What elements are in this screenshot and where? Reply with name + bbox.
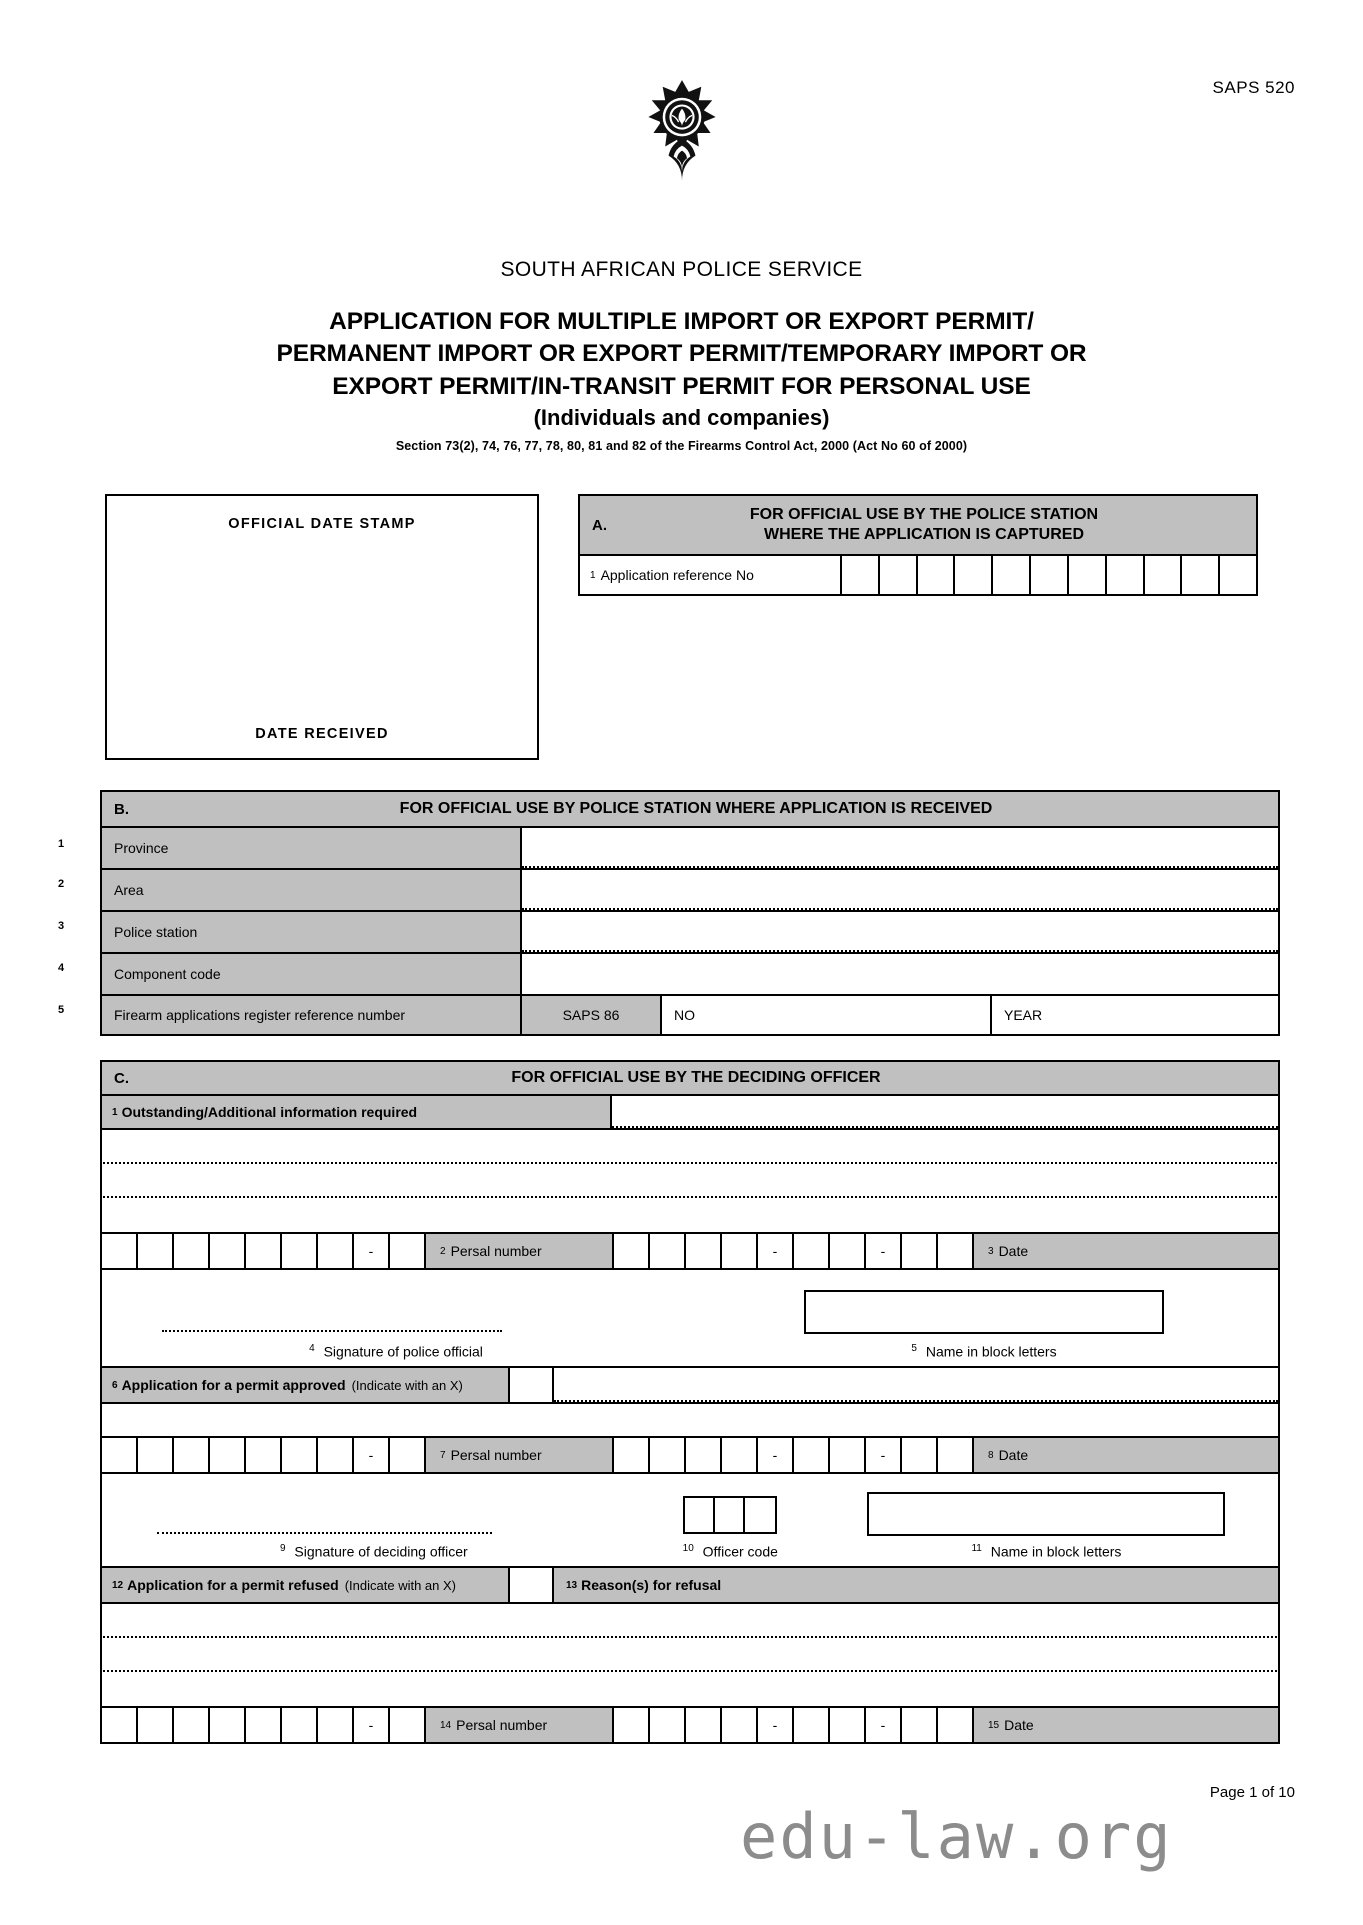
title-line-3: EXPORT PERMIT/IN-TRANSIT PERMIT FOR PERSONAL USE [332,372,1031,400]
application-reference-cell[interactable] [1145,556,1183,594]
permit-approved-hint: (Indicate with an X) [351,1377,463,1393]
field-index: 12 [112,1579,124,1591]
persal-digit[interactable] [246,1234,282,1268]
date-label-3 [974,1708,1278,1742]
date-text: Date [1004,1717,1034,1733]
date-label-2 [974,1438,1278,1472]
field-index: 1 [112,1106,118,1118]
area-input[interactable] [522,870,1278,910]
permit-refused-hint: (Indicate with an X) [344,1577,456,1593]
application-reference-cell[interactable] [842,556,880,594]
table-row [100,954,1280,996]
date-dash-separator: - [758,1708,794,1742]
persal-digit[interactable] [210,1234,246,1268]
section-c [100,1060,1280,1744]
table-row [100,912,1280,954]
persal-date-row-1 [100,1234,1280,1270]
officer-code-input[interactable] [683,1496,777,1534]
outstanding-info-input[interactable] [612,1096,1278,1128]
saps-crest-logo [0,78,1363,193]
persal-digit[interactable] [246,1438,282,1472]
row-index: 4 [58,962,65,974]
name-block-letters-caption-2 [815,1543,1278,1560]
persal-number-label-2 [426,1438,614,1472]
date-digit[interactable] [614,1708,650,1742]
outstanding-info-label [102,1096,612,1128]
section-c-letter: C. [114,1069,129,1087]
section-a-title-line-1: FOR OFFICIAL USE BY THE POLICE STATION [749,505,1099,523]
persal-digit[interactable] [102,1438,138,1472]
application-reference-row [578,556,1258,596]
refusal-reason-line[interactable] [100,1604,1280,1638]
section-a-header [578,494,1258,556]
register-reference-row [100,996,1280,1036]
official-date-stamp-label: OFFICIAL DATE STAMP [228,516,416,532]
row-index: 1 [58,838,65,850]
section-a [578,494,1258,596]
signature-line [157,1532,492,1534]
date-dash-separator: - [866,1234,902,1268]
title-line-1: APPLICATION FOR MULTIPLE IMPORT OR EXPORT PERMIT/ [329,308,1034,335]
date-dash-separator: - [758,1438,794,1472]
signature-deciding-officer-caption [102,1543,646,1560]
police-station-input[interactable] [522,912,1278,952]
refusal-reason-line[interactable] [100,1638,1280,1672]
date-digit[interactable] [686,1234,722,1268]
officer-code-area[interactable] [646,1474,815,1566]
outstanding-info-text: Outstanding/Additional information required [121,1104,418,1120]
date-digit[interactable] [902,1708,938,1742]
application-reference-cell[interactable] [1031,556,1069,594]
persal-digit[interactable] [102,1708,138,1742]
field-index: 3 [988,1245,994,1257]
date-digit[interactable] [902,1234,938,1268]
outstanding-info-line[interactable] [100,1164,1280,1198]
persal-dash-separator: - [354,1234,390,1268]
persal-digit[interactable] [246,1708,282,1742]
section-c-header [100,1060,1280,1096]
permit-approved-row [100,1368,1280,1404]
name-block-letters-input-1[interactable] [804,1290,1164,1334]
official-date-stamp-box[interactable] [105,494,539,760]
field-index: 14 [440,1719,452,1731]
date-digit[interactable] [686,1438,722,1472]
date-digit[interactable] [830,1234,866,1268]
date-digit[interactable] [830,1708,866,1742]
application-reference-cell[interactable] [1107,556,1145,594]
date-label-1 [974,1234,1278,1268]
officer-code-digit[interactable] [715,1498,745,1532]
date-text: Date [998,1447,1029,1463]
persal-digit[interactable] [318,1234,354,1268]
name-block-letters-area-1[interactable] [690,1270,1278,1366]
persal-digit[interactable] [390,1234,426,1268]
province-label: Province [102,828,522,868]
permit-refused-row [100,1568,1280,1604]
watermark: edu-law.org [740,1800,1173,1873]
table-row [100,828,1280,870]
date-text: Date [998,1243,1029,1259]
section-b [58,790,1280,1036]
field-index: 1 [590,569,596,581]
crest-icon [640,78,724,188]
date-dash-separator: - [758,1234,794,1268]
persal-digit[interactable] [174,1438,210,1472]
date-dash-separator: - [866,1708,902,1742]
title-parenthetical: (Individuals and companies) [533,404,830,430]
persal-dash-separator: - [354,1708,390,1742]
persal-digit[interactable] [138,1438,174,1472]
date-digit[interactable] [650,1234,686,1268]
date-digit[interactable] [650,1708,686,1742]
permit-approved-label [102,1368,510,1402]
date-digit[interactable] [938,1438,974,1472]
persal-number-label-1 [426,1234,614,1268]
section-c-title: FOR OFFICIAL USE BY THE DECIDING OFFICER [511,1068,881,1086]
field-index: 11 [971,1543,982,1555]
field-index: 2 [440,1245,446,1257]
name-block-letters-text: Name in block letters [990,1544,1122,1560]
permit-refused-label [102,1568,510,1602]
field-index: 9 [279,1543,286,1555]
form-title-block [0,306,1363,453]
outstanding-info-line[interactable] [100,1198,1280,1234]
signature-police-official-area[interactable] [102,1270,690,1366]
form-code: SAPS 520 [1212,78,1295,97]
date-digit[interactable] [938,1708,974,1742]
act-reference: Section 73(2), 74, 76, 77, 78, 80, 81 and 82 of the Firearms Control Act, 2000 (Act No 60 of 2000) [395,438,968,453]
field-index: 10 [682,1543,694,1555]
date-digit[interactable] [686,1708,722,1742]
signature-row-2 [100,1474,1280,1568]
section-a-title-line-2: WHERE THE APPLICATION IS CAPTURED [763,526,1084,543]
application-reference-cell[interactable] [1182,556,1220,594]
application-reference-cell[interactable] [993,556,1031,594]
section-b-title: FOR OFFICIAL USE BY POLICE STATION WHERE APPLICATION IS RECEIVED [399,799,993,817]
persal-date-row-2 [100,1438,1280,1474]
application-reference-cell[interactable] [955,556,993,594]
persal-digit[interactable] [390,1438,426,1472]
persal-digit[interactable] [282,1708,318,1742]
persal-dash-separator: - [354,1438,390,1472]
application-reference-cell[interactable] [1220,556,1256,594]
persal-digit[interactable] [282,1438,318,1472]
persal-digit[interactable] [318,1708,354,1742]
component-code-label: Component code [102,954,522,994]
section-a-title [632,505,1256,546]
reasons-for-refusal-label [554,1568,1278,1602]
title-line-2: PERMANENT IMPORT OR EXPORT PERMIT/TEMPORARY IMPORT OR [276,340,1087,368]
section-b-letter: B. [114,800,129,818]
date-digit[interactable] [902,1438,938,1472]
persal-digit[interactable] [390,1708,426,1742]
field-index: 13 [566,1579,578,1591]
persal-digit[interactable] [138,1708,174,1742]
permit-approved-extra[interactable] [554,1368,1278,1402]
date-digit[interactable] [830,1438,866,1472]
name-block-letters-area-2[interactable] [815,1474,1278,1566]
field-index: 7 [440,1449,446,1461]
permit-approved-line[interactable] [100,1404,1280,1438]
signature-row-1 [100,1270,1280,1368]
name-block-letters-caption-1 [690,1343,1278,1360]
persal-date-row-3 [100,1708,1280,1744]
field-index: 5 [911,1343,917,1355]
persal-digit[interactable] [138,1234,174,1268]
persal-number-text: Persal number [450,1243,542,1259]
officer-code-digit[interactable] [685,1498,715,1532]
officer-code-caption [646,1543,815,1560]
permit-refused-checkbox[interactable] [510,1568,554,1602]
persal-digit[interactable] [102,1234,138,1268]
table-row [100,870,1280,912]
outstanding-info-line[interactable] [100,1130,1280,1164]
permit-refused-text: Application for a permit refused [127,1577,339,1593]
officer-code-digit[interactable] [745,1498,775,1532]
date-digit[interactable] [722,1708,758,1742]
date-digit[interactable] [614,1438,650,1472]
section-a-letter: A. [592,516,607,534]
persal-number-text: Persal number [450,1447,542,1463]
date-digit[interactable] [794,1234,830,1268]
permit-approved-text: Application for a permit approved [121,1377,346,1393]
date-digit[interactable] [794,1708,830,1742]
row-index: 5 [58,1004,65,1016]
date-digit[interactable] [722,1438,758,1472]
signature-police-official-caption [102,1343,690,1360]
permit-approved-checkbox[interactable] [510,1368,554,1402]
name-block-letters-input-2[interactable] [867,1492,1225,1536]
persal-digit[interactable] [210,1438,246,1472]
signature-deciding-officer-area[interactable] [102,1474,646,1566]
reasons-for-refusal-text: Reason(s) for refusal [581,1577,722,1593]
persal-digit[interactable] [318,1438,354,1472]
signature-deciding-officer-text: Signature of deciding officer [294,1544,468,1560]
police-station-label: Police station [102,912,522,952]
register-reference-label: Firearm applications register reference number [102,996,522,1034]
date-digit[interactable] [938,1234,974,1268]
field-index: 8 [988,1449,994,1461]
application-reference-cell[interactable] [1069,556,1107,594]
application-reference-label [580,556,842,594]
saps-86-label: SAPS 86 [522,996,662,1034]
province-input[interactable] [522,828,1278,868]
page-number: Page 1 of 10 [1209,1784,1295,1801]
officer-code-text: Officer code [702,1544,778,1560]
field-index: 4 [309,1343,315,1355]
name-block-letters-text: Name in block letters [925,1344,1057,1360]
area-label: Area [102,870,522,910]
register-year-field[interactable]: YEAR [1004,1007,1043,1023]
date-dash-separator: - [866,1438,902,1472]
persal-digit[interactable] [282,1234,318,1268]
field-index: 15 [988,1719,1000,1731]
date-digit[interactable] [650,1438,686,1472]
component-code-input[interactable] [522,954,1278,994]
application-reference-text: Application reference No [600,567,754,583]
persal-number-label-3 [426,1708,614,1742]
row-index: 2 [58,878,65,890]
date-digit[interactable] [722,1234,758,1268]
persal-digit[interactable] [174,1708,210,1742]
signature-police-official-text: Signature of police official [323,1344,483,1360]
date-digit[interactable] [614,1234,650,1268]
persal-digit[interactable] [210,1708,246,1742]
application-reference-cell[interactable] [880,556,918,594]
signature-line [162,1330,502,1332]
register-no-field[interactable]: NO [662,996,992,1034]
section-b-header [100,790,1280,828]
refusal-reason-line[interactable] [100,1672,1280,1708]
application-reference-cell[interactable] [918,556,956,594]
date-received-label: DATE RECEIVED [255,726,389,742]
outstanding-info-row [100,1096,1280,1130]
field-index: 6 [112,1379,118,1391]
row-index: 3 [58,920,65,932]
persal-number-text: Persal number [456,1717,548,1733]
persal-digit[interactable] [174,1234,210,1268]
organisation-name: SOUTH AFRICAN POLICE SERVICE [500,258,863,281]
date-digit[interactable] [794,1438,830,1472]
